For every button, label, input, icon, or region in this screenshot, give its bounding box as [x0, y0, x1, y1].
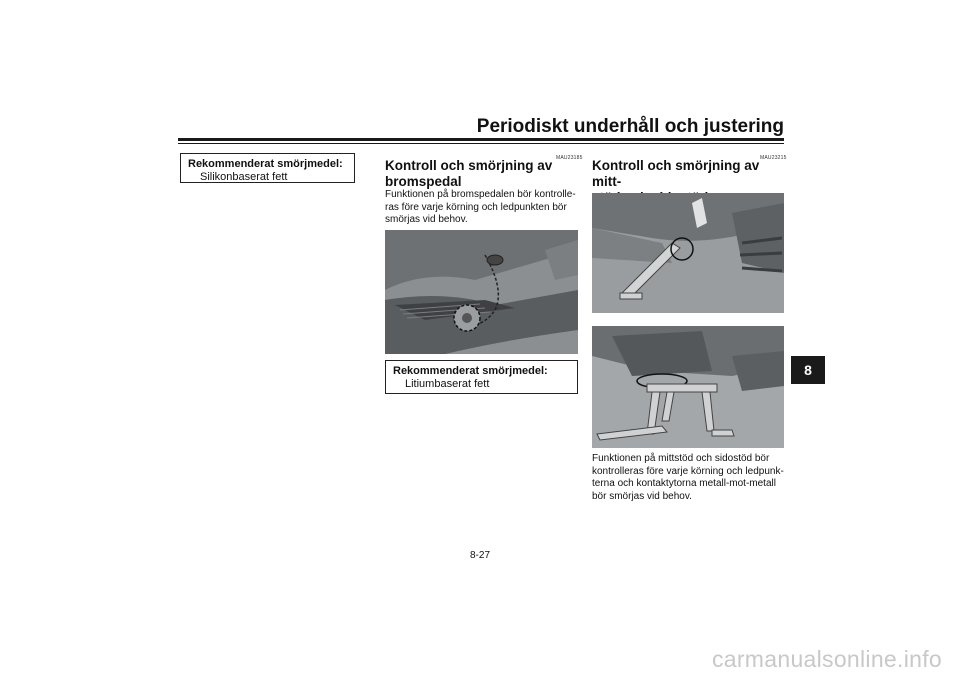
paragraph-line: Funktionen på mittstöd och sidostöd bör	[592, 453, 770, 464]
section-heading-brake-pedal	[385, 158, 580, 190]
paragraph-line: Funktionen på bromspedalen bör kontrolle-	[385, 189, 576, 200]
section-code: MAU23185	[556, 155, 583, 161]
paragraph-line: terna och kontaktytorna metall-mot-metall	[592, 478, 776, 489]
brake-pedal-illustration	[385, 230, 578, 354]
brake-pedal-figure	[385, 230, 578, 354]
lubricant-box-title: Rekommenderat smörjmedel:	[393, 365, 548, 377]
watermark: carmanualsonline.info	[711, 646, 942, 672]
paragraph-line: kontrolleras före varje körning och ledpunk-	[592, 465, 784, 477]
header-rule	[178, 138, 784, 141]
paragraph-line: bör smörjas vid behov.	[592, 490, 692, 502]
paragraph-stands	[592, 453, 784, 503]
centerstand-illustration	[592, 326, 784, 448]
lubricant-box-lithium	[385, 360, 578, 394]
chapter-tab[interactable]: 8	[791, 356, 825, 384]
lubricant-box-silicone	[180, 153, 355, 183]
lubricant-box-value: Litiumbaserat fett	[405, 378, 490, 390]
page-number: 8-27	[469, 550, 490, 561]
paragraph-line: smörjas vid behov.	[385, 214, 468, 225]
centerstand-figure	[592, 326, 784, 448]
sidestand-illustration	[592, 193, 784, 313]
heading-line: Kontroll och smörjning av mitt-	[592, 158, 760, 189]
page-header-title: Periodiskt underhåll och justering	[476, 116, 784, 137]
section-code: MAU23215	[760, 155, 787, 161]
heading-line: Kontroll och smörjning av	[385, 158, 553, 173]
lubricant-box-value: Silikonbaserat fett	[200, 171, 288, 183]
lubricant-box-title: Rekommenderat smörjmedel:	[188, 158, 343, 170]
sidestand-figure	[592, 193, 784, 313]
header-rule-thin	[178, 143, 784, 144]
paragraph-line: ras före varje körning och ledpunkten bör	[385, 201, 567, 213]
paragraph-brake-pedal	[385, 189, 578, 227]
heading-line: bromspedal	[385, 174, 462, 189]
